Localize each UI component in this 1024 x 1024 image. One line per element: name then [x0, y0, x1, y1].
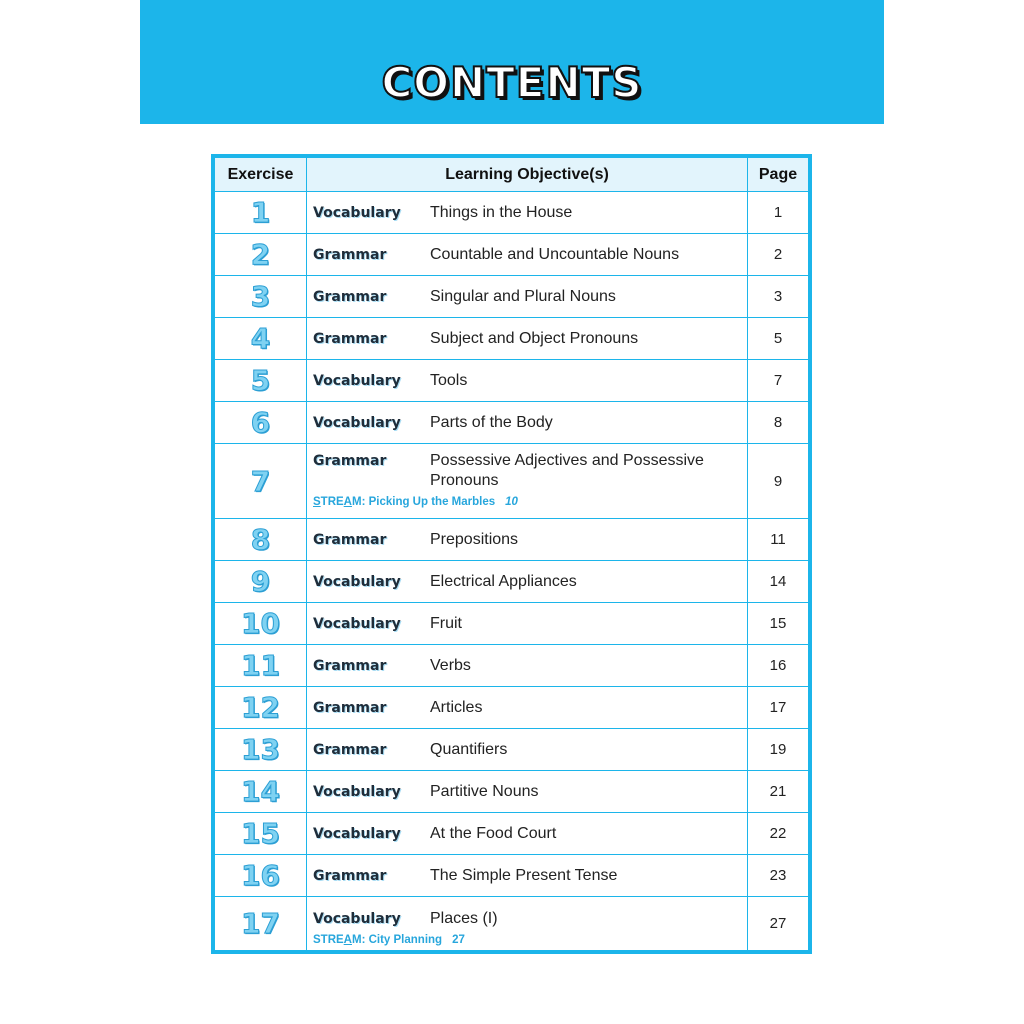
page-number: 17: [769, 699, 787, 716]
table-row: [215, 233, 808, 275]
category-label: Vocabulary: [313, 372, 401, 389]
exercise-number: 13: [241, 733, 280, 766]
table-row: [215, 560, 808, 602]
page-number: 8: [773, 414, 783, 431]
stream-page: 27: [452, 934, 465, 946]
page-number: 19: [769, 741, 787, 758]
topic-label: Verbs: [430, 656, 471, 674]
exercise-number: 6: [250, 406, 271, 439]
page-number: 1: [773, 204, 783, 221]
page-number: 11: [770, 531, 786, 548]
exercise-number: 14: [241, 775, 280, 808]
page-number: 9: [773, 472, 783, 490]
exercise-number: 3: [250, 280, 271, 313]
table-row: [215, 518, 808, 560]
header-objective: Learning Objective(s): [307, 158, 748, 191]
exercise-number: 12: [241, 691, 280, 724]
category-label: Grammar: [313, 246, 387, 263]
page-number: 5: [773, 330, 783, 347]
topic-label: Tools: [430, 371, 468, 389]
category-label: Vocabulary: [313, 783, 401, 800]
topic-label: The Simple Present Tense: [430, 866, 618, 884]
table-row: [215, 812, 808, 854]
exercise-number: 16: [241, 859, 280, 892]
page-number: 23: [769, 867, 787, 884]
category-label: Grammar: [313, 741, 387, 758]
exercise-number: 15: [241, 817, 280, 850]
page-number: 21: [769, 783, 787, 800]
category-label: Vocabulary: [313, 825, 401, 842]
table-row: [215, 275, 808, 317]
table-row: [215, 191, 808, 233]
table-row: [215, 686, 808, 728]
page-number: 3: [773, 288, 783, 305]
topic-label: Places (I): [430, 910, 498, 927]
exercise-number: 11: [241, 649, 280, 682]
table-row: [215, 644, 808, 686]
topic-label: Electrical Appliances: [430, 572, 577, 590]
contents-table: [211, 154, 812, 954]
category-label: Grammar: [313, 453, 387, 469]
exercise-number: 2: [250, 238, 271, 271]
table-header-row: [215, 158, 808, 191]
exercise-number: 8: [250, 523, 271, 556]
table-row: [215, 359, 808, 401]
page-number: 15: [769, 615, 787, 632]
category-label: Grammar: [313, 867, 387, 884]
exercise-number: 1: [250, 196, 271, 229]
table-row: [215, 728, 808, 770]
topic-label: Things in the House: [430, 203, 573, 221]
topic-label: Subject and Object Pronouns: [430, 329, 639, 347]
table-row: [215, 401, 808, 443]
category-label: Vocabulary: [313, 204, 401, 221]
topic-label: Articles: [430, 698, 483, 716]
stream-note: STREAM: City Planning 27: [313, 934, 465, 946]
header-exercise: Exercise: [215, 158, 307, 191]
page-number: 14: [769, 573, 787, 590]
page-title: CONTENTS: [381, 58, 643, 107]
page-number: 16: [769, 657, 787, 674]
exercise-number: 10: [241, 607, 280, 640]
page-number: 2: [773, 246, 783, 263]
topic-label: Partitive Nouns: [430, 782, 539, 800]
title-banner: [140, 0, 884, 124]
page-number: 7: [773, 372, 783, 389]
topic-label: Parts of the Body: [430, 413, 553, 431]
table-row: [215, 896, 808, 950]
exercise-number: 7: [250, 464, 271, 498]
topic-label: Singular and Plural Nouns: [430, 287, 616, 305]
exercise-number: 17: [241, 907, 280, 940]
page-number: 27: [769, 915, 787, 932]
header-page: Page: [758, 165, 798, 183]
topic-label: Fruit: [430, 614, 462, 632]
topic-label: Countable and Uncountable Nouns: [430, 245, 680, 263]
topic-label: Quantifiers: [430, 740, 508, 758]
exercise-number: 4: [250, 322, 271, 355]
table-row: [215, 770, 808, 812]
topic-label: Possessive Adjectives and Possessive Pronouns: [430, 452, 704, 489]
exercise-number: 5: [250, 364, 271, 397]
category-label: Vocabulary: [313, 615, 401, 632]
exercise-number: 9: [250, 565, 271, 598]
stream-page: 10: [505, 496, 518, 508]
category-label: Grammar: [313, 699, 387, 716]
category-label: Vocabulary: [313, 414, 401, 431]
topic-label: At the Food Court: [430, 824, 557, 842]
table-row: [215, 602, 808, 644]
category-label: Grammar: [313, 531, 387, 548]
category-label: Grammar: [313, 288, 387, 305]
category-label: Grammar: [313, 657, 387, 674]
table-row: [215, 443, 808, 518]
table-row: [215, 854, 808, 896]
page-number: 22: [769, 825, 787, 842]
category-label: Vocabulary: [313, 573, 401, 590]
topic-label: Prepositions: [430, 530, 519, 548]
category-label: Vocabulary: [313, 911, 401, 927]
stream-note: STREAM: Picking Up the Marbles 10: [313, 496, 518, 508]
table-row: [215, 317, 808, 359]
category-label: Grammar: [313, 330, 387, 347]
